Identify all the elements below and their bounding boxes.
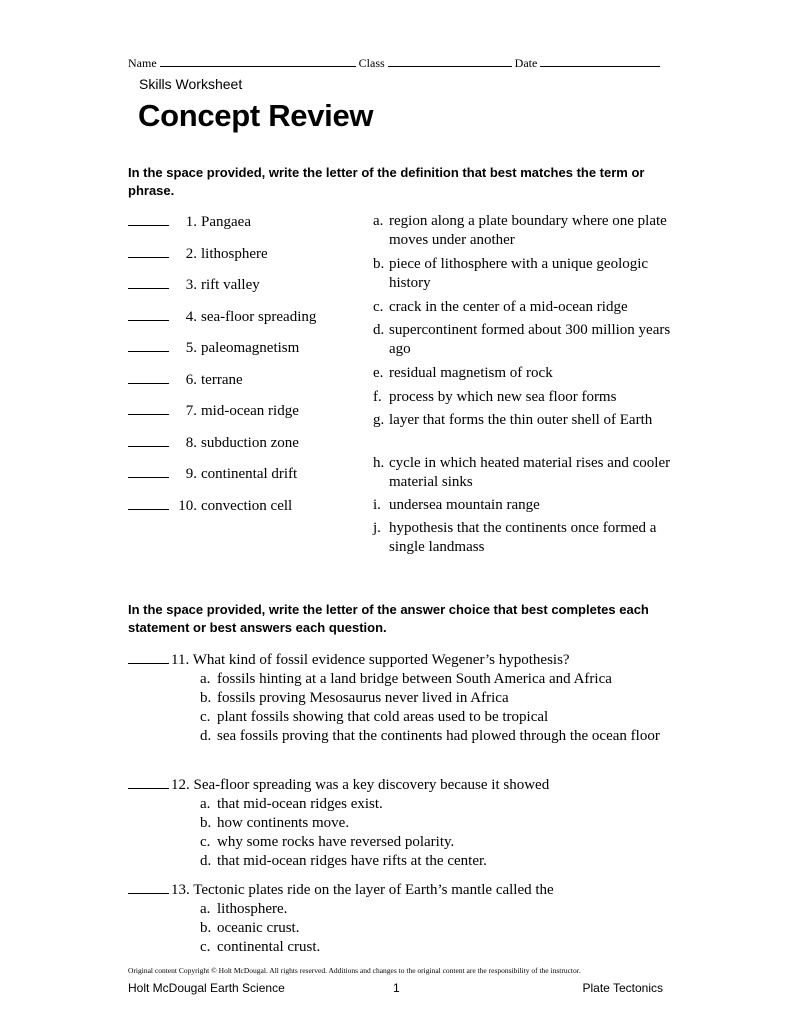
option-text: oceanic crust.	[217, 920, 300, 936]
option-text: how continents move.	[217, 815, 350, 831]
question-text: What kind of fossil evidence supported Wegener’s hypothesis?	[192, 652, 570, 668]
section2-instructions: In the space provided, write the letter of the answer choice that best completes each statement or best answers each question.	[128, 602, 649, 635]
answer-blank[interactable]	[128, 880, 169, 894]
term-number: 3.	[185, 277, 197, 293]
term-text: paleomagnetism	[201, 340, 300, 356]
definition-text: hypothesis that the continents once formed a single landmass	[389, 520, 657, 555]
option-text: that mid-ocean ridges exist.	[217, 796, 383, 812]
answer-option	[200, 852, 670, 871]
question-stem	[128, 650, 673, 670]
question-stem	[128, 775, 673, 795]
class-label: Class	[358, 56, 385, 70]
option-letter: c.	[200, 709, 211, 725]
question-12	[128, 775, 673, 871]
question-stem	[128, 880, 673, 900]
definition-text: region along a plate boundary where one plate moves under another	[389, 213, 667, 248]
answer-blank[interactable]	[128, 244, 169, 258]
definition-text: undersea mountain range	[389, 497, 540, 513]
option-text: fossils proving Mesosaurus never lived in Africa	[217, 690, 509, 706]
definition-item	[373, 388, 673, 407]
definition-letter: c.	[373, 299, 384, 315]
definition-text: process by which new sea floor forms	[389, 389, 617, 405]
definition-letter: e.	[373, 365, 384, 381]
option-letter: d.	[200, 853, 212, 869]
question-text: Sea-floor spreading was a key discovery because it showed	[193, 777, 550, 793]
option-letter: a.	[200, 671, 211, 687]
term-item	[128, 275, 260, 294]
option-letter: c.	[200, 939, 211, 955]
definition-text: supercontinent formed about 300 million years ago	[389, 322, 671, 357]
question-11	[128, 650, 673, 746]
option-letter: d.	[200, 728, 212, 744]
option-text: lithosphere.	[217, 901, 288, 917]
term-text: convection cell	[201, 497, 293, 514]
copyright-notice: Original content Copyright © Holt McDougal. All rights reserved. Additions and changes to the original content are the responsibility of the instructor.	[128, 966, 581, 975]
question-13	[128, 880, 673, 957]
footer-chapter: Plate Tectonics	[582, 981, 663, 995]
definition-letter: j.	[373, 520, 381, 536]
answer-blank[interactable]	[128, 464, 169, 478]
answer-option	[200, 833, 670, 852]
option-letter: b.	[200, 690, 212, 706]
option-text: sea fossils proving that the continents had plowed through the ocean floor	[217, 728, 660, 744]
term-text: lithosphere	[201, 245, 268, 262]
option-letter: b.	[200, 920, 212, 936]
question-number: 13.	[171, 882, 190, 898]
term-number: 2.	[185, 245, 197, 262]
term-item	[128, 338, 299, 357]
term-text: sea-floor spreading	[201, 308, 317, 325]
option-text: continental crust.	[217, 939, 321, 955]
term-item	[128, 401, 299, 420]
option-letter: b.	[200, 815, 212, 831]
worksheet-kicker: Skills Worksheet	[139, 76, 243, 92]
answer-blank[interactable]	[128, 370, 169, 384]
answer-option	[200, 708, 670, 727]
term-number: 4.	[185, 308, 197, 325]
definition-letter: h.	[373, 455, 385, 471]
definition-item	[373, 519, 673, 557]
answer-blank[interactable]	[128, 650, 169, 664]
answer-blank[interactable]	[128, 275, 169, 289]
answer-blank[interactable]	[128, 496, 169, 510]
definition-letter: f.	[373, 389, 382, 405]
term-item	[128, 212, 251, 231]
definition-text: crack in the center of a mid-ocean ridge	[389, 299, 628, 315]
name-field[interactable]	[160, 55, 356, 67]
definition-text: residual magnetism of rock	[389, 365, 553, 381]
page-title: Concept Review	[138, 98, 374, 133]
section1-instructions: In the space provided, write the letter of the definition that best matches the term or phrase.	[128, 165, 645, 198]
answer-blank[interactable]	[128, 212, 169, 226]
date-label: Date	[514, 56, 538, 70]
answer-option	[200, 938, 670, 957]
term-text: Pangaea	[201, 214, 251, 230]
option-text: plant fossils showing that cold areas used to be tropical	[217, 709, 549, 725]
answer-blank[interactable]	[128, 775, 169, 789]
term-number: 10.	[178, 497, 197, 514]
term-item	[128, 496, 292, 515]
answer-option	[200, 900, 670, 919]
definition-item	[373, 411, 673, 430]
answer-blank[interactable]	[128, 338, 169, 352]
term-item	[128, 307, 316, 326]
question-text: Tectonic plates ride on the layer of Earth’s mantle called the	[193, 882, 554, 898]
definition-letter: i.	[373, 497, 381, 513]
option-text: why some rocks have reversed polarity.	[217, 834, 455, 850]
definition-item	[373, 298, 673, 317]
option-letter: a.	[200, 901, 211, 917]
term-number: 5.	[185, 340, 197, 356]
class-field[interactable]	[388, 55, 512, 67]
definition-item	[373, 454, 673, 492]
term-text: rift valley	[201, 277, 260, 293]
footer-book-title: Holt McDougal Earth Science	[128, 981, 285, 995]
term-number: 6.	[185, 371, 197, 388]
definition-item	[373, 255, 673, 293]
definition-letter: b.	[373, 256, 385, 272]
definition-letter: a.	[373, 213, 384, 229]
option-letter: c.	[200, 834, 211, 850]
option-text: fossils hinting at a land bridge between South America and Africa	[217, 671, 612, 687]
question-number: 12.	[171, 777, 190, 793]
answer-blank[interactable]	[128, 433, 169, 447]
answer-option	[200, 814, 670, 833]
term-item	[128, 433, 299, 452]
definition-letter: g.	[373, 412, 385, 428]
answer-blank[interactable]	[128, 307, 169, 321]
term-item	[128, 464, 297, 483]
answer-blank[interactable]	[128, 401, 169, 415]
question-number: 11.	[171, 652, 190, 668]
name-label: Name	[128, 56, 157, 70]
definition-text: piece of lithosphere with a unique geologic history	[389, 256, 649, 291]
term-text: terrane	[201, 371, 243, 388]
term-text: continental drift	[201, 466, 298, 482]
definition-text: cycle in which heated material rises and cooler material sinks	[389, 455, 671, 490]
term-item	[128, 370, 243, 389]
option-letter: a.	[200, 796, 211, 812]
term-text: subduction zone	[201, 434, 299, 451]
answer-option	[200, 727, 670, 746]
term-number: 7.	[185, 403, 197, 419]
answer-option	[200, 670, 670, 689]
definition-item	[373, 212, 673, 250]
answer-option	[200, 795, 670, 814]
date-field[interactable]	[540, 55, 660, 67]
definition-letter: d.	[373, 322, 385, 338]
page-number: 1	[393, 981, 400, 995]
option-text: that mid-ocean ridges have rifts at the center.	[217, 853, 487, 869]
term-item	[128, 244, 268, 263]
definition-item	[373, 321, 673, 359]
term-number: 1.	[185, 214, 197, 230]
student-info-line	[128, 55, 668, 71]
definition-item	[373, 364, 673, 383]
answer-option	[200, 919, 670, 938]
definition-text: layer that forms the thin outer shell of Earth	[389, 412, 653, 428]
term-number: 9.	[185, 466, 197, 482]
term-number: 8.	[185, 434, 197, 451]
term-text: mid-ocean ridge	[201, 403, 299, 419]
definition-item	[373, 496, 673, 515]
answer-option	[200, 689, 670, 708]
